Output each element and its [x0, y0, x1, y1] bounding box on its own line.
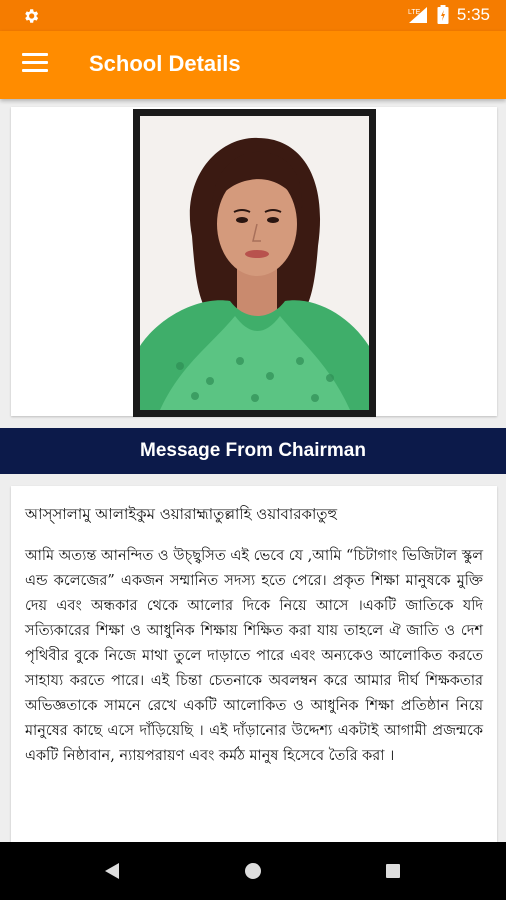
network-type-label: LTE [407, 9, 421, 16]
gear-icon [22, 7, 40, 25]
home-icon[interactable] [245, 863, 261, 879]
recent-apps-icon[interactable] [386, 864, 400, 878]
battery-icon [437, 5, 449, 25]
status-icons [407, 5, 490, 25]
app-bar [0, 31, 506, 99]
status-time: 5:35 [456, 5, 490, 24]
system-nav-bar [0, 842, 506, 900]
chairman-photo [133, 109, 376, 417]
section-banner [0, 428, 506, 474]
back-icon[interactable] [104, 862, 120, 880]
hamburger-menu-icon[interactable] [22, 53, 48, 75]
section-title: Message From Chairman [140, 440, 366, 461]
page-title: School Details [89, 51, 241, 76]
status-bar [0, 0, 506, 31]
chairman-photo-card [11, 107, 497, 416]
message-greeting: আস্সালামু আলাইকুম ওয়ারাহ্মাতুল্লাহি ওয়াবারকাতুহু [25, 505, 338, 523]
portrait-image [140, 116, 369, 410]
message-body: আমি অত্যন্ত আনন্দিত ও উচ্ছ্বসিত এই ভেবে যে ,আমি “চিটাগাং ভিজিটাল স্কুল এন্ড কলেজের” একজন সম্মানিত সদস্য হতে পেরে। প্রকৃত শিক্ষা মানুষকে মুক্তি দেয় এবং অন্ধকার থেকে আলোর দিকে নিয়ে আসে ।একটি জাতিকে যদি সত্যিকারের শিক্ষা ও আধুনিক শিক্ষায় শিক্ষিত করা যায় তাহলে ঐ জাতি ও দেশ পৃথিবীর বুকে নিজে মাথা তুলে দাড়াতে পারে এবং অন্যকেও আলোকিত করতে সাহায্য করতে পারে। এই চিন্তা চেতনাকে অবলম্বন করে আমার দীর্ঘ শিক্ষকতার অভিজ্ঞতাকে সামনে রেখে একটি আলোকিত ও আধুনিক শিক্ষা প্রতিষ্ঠান নিয়ে মানুষের কাছে এসে দাঁড়িয়েছি । এই দাঁড়ানোর উদ্দেশ্য একটাই আগামী প্রজন্মকে একটি নিষ্ঠাবান, ন্যায়পরায়ণ এবং কর্মঠ মানুষ হিসেবে তৈরি করা । [25, 548, 483, 764]
chairman-message-card [11, 486, 497, 842]
signal-icon [407, 5, 429, 25]
